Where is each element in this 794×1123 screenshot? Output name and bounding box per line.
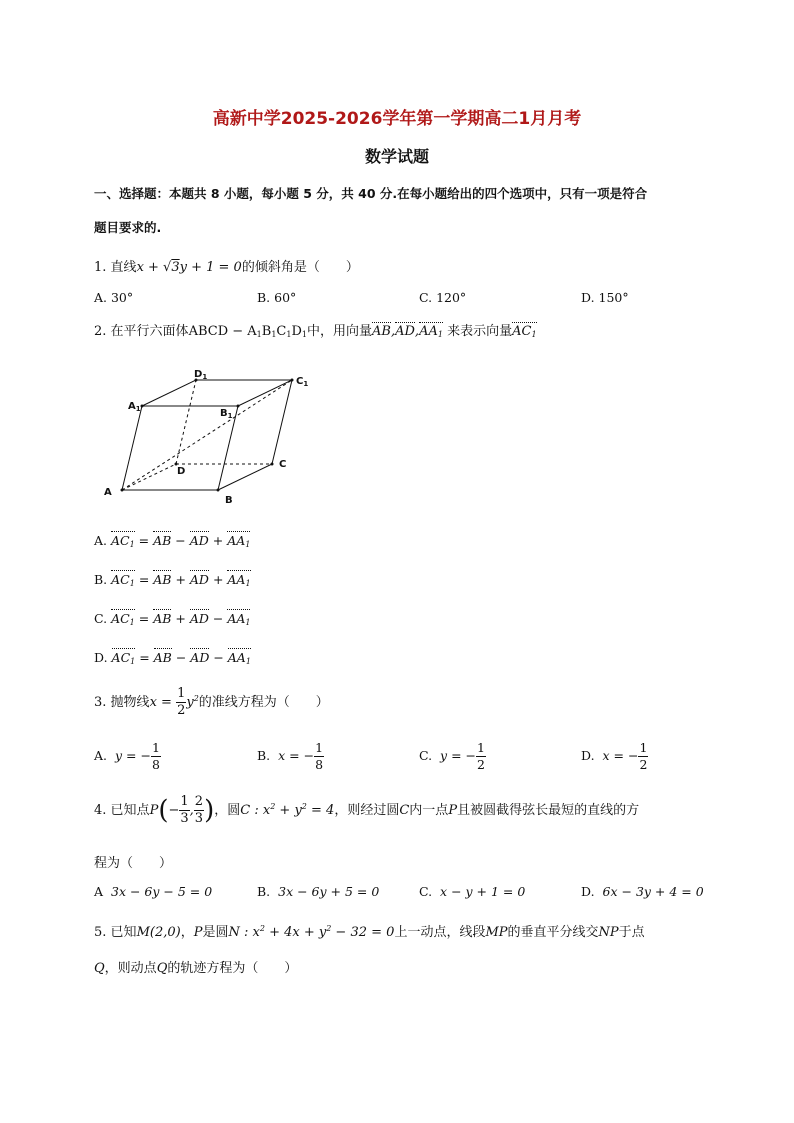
- option-letter: B.: [257, 748, 271, 763]
- math-expression: P: [448, 803, 458, 818]
- math-expression: Q: [94, 961, 105, 976]
- label-a: A: [104, 487, 112, 498]
- math-expression: $AC_1$ = AB − AD + $AA_1$: [111, 533, 251, 549]
- math-expression: $AC_1$ = AB + AD − $AA_1$: [111, 611, 251, 627]
- math-expression: C : $x^2 + y^2 = 4$: [240, 802, 335, 818]
- question-text: 中，用向量: [307, 324, 373, 339]
- math-expression: x + √3y + 1 = 0: [136, 260, 242, 275]
- math-expression: P: [193, 925, 203, 940]
- option-letter: C.: [419, 884, 433, 899]
- math-expression: 3x − 6y + 5 = 0: [274, 884, 380, 899]
- question-3: [94, 686, 329, 719]
- math-expression: $AB,AD,AA_1$: [372, 324, 443, 339]
- q2-option-d[interactable]: [94, 650, 251, 666]
- math-expression: N : $x^2 + 4x + y^2 - 32 = 0$: [228, 924, 395, 940]
- math-expression: $AC_1$ = AB − AD − $AA_1$: [111, 650, 251, 666]
- q4-option-c[interactable]: [419, 884, 525, 899]
- math-expression: $AC_1$ = AB + AD + $AA_1$: [111, 572, 251, 588]
- option-letter: B.: [257, 884, 271, 899]
- math-expression: M(2,0): [136, 925, 181, 940]
- math-expression: NP: [598, 925, 619, 940]
- question-text: ，则经过圆: [334, 803, 400, 818]
- q2-option-b[interactable]: [94, 572, 251, 588]
- q4-option-d[interactable]: [581, 884, 704, 899]
- section-heading-line1: 一、选择题：本题共 8 小题，每小题 5 分，共 40 分.在每小题给出的四个选项中，只有一项是符合: [94, 186, 648, 201]
- question-text: ，圆: [214, 803, 241, 818]
- option-letter: D.: [581, 748, 595, 763]
- label-d1: $D_1$: [194, 369, 208, 381]
- option-letter: A: [94, 884, 104, 899]
- section-heading-line2: 题目要求的.: [94, 220, 162, 235]
- math-expression: x = $\frac{1}{2}$ $y^2$: [149, 686, 199, 718]
- question-number: 2.: [94, 324, 107, 339]
- question-text: 抛物线: [110, 695, 150, 710]
- option-letter: C.: [419, 748, 433, 763]
- q2-option-c[interactable]: [94, 611, 250, 627]
- math-expression: y = − $\frac{1}{2}$: [436, 740, 485, 772]
- question-text: 的准线方程为（ ）: [198, 695, 329, 710]
- label-a1: $A_1$: [128, 401, 141, 413]
- q3-option-a[interactable]: [94, 740, 161, 773]
- question-text: 已知: [110, 925, 137, 940]
- question-text: 且被圆截得弦长最短的直线的方: [457, 803, 640, 818]
- q2-option-a[interactable]: [94, 533, 250, 549]
- question-text: 是圆: [202, 925, 229, 940]
- question-text: 于点: [618, 925, 645, 940]
- question-text: 的垂直平分线交: [507, 925, 599, 940]
- q3-option-c[interactable]: [419, 740, 486, 773]
- math-expression: x = − $\frac{1}{2}$: [598, 740, 648, 772]
- label-c: C: [279, 459, 287, 470]
- option-letter: A.: [94, 533, 108, 548]
- q3-option-d[interactable]: [581, 740, 648, 773]
- math-expression: x = − $\frac{1}{8}$: [274, 740, 324, 772]
- question-number: 4.: [94, 803, 107, 818]
- exam-subtitle: 数学试题: [364, 147, 429, 166]
- math-expression: MP: [485, 925, 508, 940]
- q1-option-b[interactable]: B. 60°: [257, 290, 297, 305]
- option-letter: C.: [94, 611, 108, 626]
- question-text: 内一点: [409, 803, 449, 818]
- math-expression: C: [399, 803, 410, 818]
- option-letter: B.: [94, 572, 108, 587]
- label-d: D: [177, 466, 186, 477]
- question-text: 上一动点，线段: [394, 925, 486, 940]
- label-c1: $C_1$: [296, 376, 309, 388]
- question-1: [94, 256, 359, 275]
- math-expression: 6x − 3y + 4 = 0: [598, 884, 704, 899]
- option-letter: D.: [94, 650, 108, 665]
- question-text: 的倾斜角是（ ）: [241, 260, 359, 275]
- q1-option-d[interactable]: D. 150°: [581, 290, 629, 305]
- question-5-line2: [94, 957, 297, 976]
- math-expression: Q: [156, 961, 168, 976]
- question-text: ，则动点: [104, 961, 157, 976]
- parallelepiped-figure: [100, 360, 330, 510]
- option-letter: A.: [94, 748, 108, 763]
- question-4: [94, 794, 639, 827]
- question-5: [94, 921, 645, 940]
- label-b: B: [225, 495, 233, 506]
- q4-option-b[interactable]: [257, 884, 379, 899]
- q4-option-a[interactable]: [94, 884, 212, 899]
- exam-title: 高新中学2025-2026学年第一学期高二1月月考: [212, 109, 582, 129]
- question-2: [94, 320, 537, 339]
- question-4-line2: 程为（ ）: [94, 856, 173, 871]
- math-expression: 3x − 6y − 5 = 0: [107, 884, 213, 899]
- math-expression: x − y + 1 = 0: [436, 884, 526, 899]
- question-number: 3.: [94, 695, 107, 710]
- question-number: 5.: [94, 925, 107, 940]
- question-text: ，: [180, 925, 194, 940]
- question-text: 已知点: [110, 803, 150, 818]
- question-text: 直线: [110, 260, 137, 275]
- math-expression: P(− $\frac{1}{3}$ , $\frac{2}{3}$ ): [149, 794, 215, 826]
- q1-option-a[interactable]: A. 30°: [94, 290, 134, 305]
- question-text: 在平行六面体: [110, 324, 189, 339]
- label-b1: $B_1$: [220, 408, 233, 420]
- q3-option-b[interactable]: [257, 740, 324, 773]
- q1-option-c[interactable]: C. 120°: [419, 290, 467, 305]
- option-letter: D.: [581, 884, 595, 899]
- question-text: 来表示向量: [447, 324, 513, 339]
- math-expression: y = − $\frac{1}{8}$: [111, 740, 160, 772]
- math-expression: $AC_1$: [512, 324, 537, 339]
- question-text: 的轨迹方程为（ ）: [167, 961, 298, 976]
- math-expression: ABCD − $A_1B_1C_1D_1$: [188, 324, 307, 339]
- question-number: 1.: [94, 260, 107, 275]
